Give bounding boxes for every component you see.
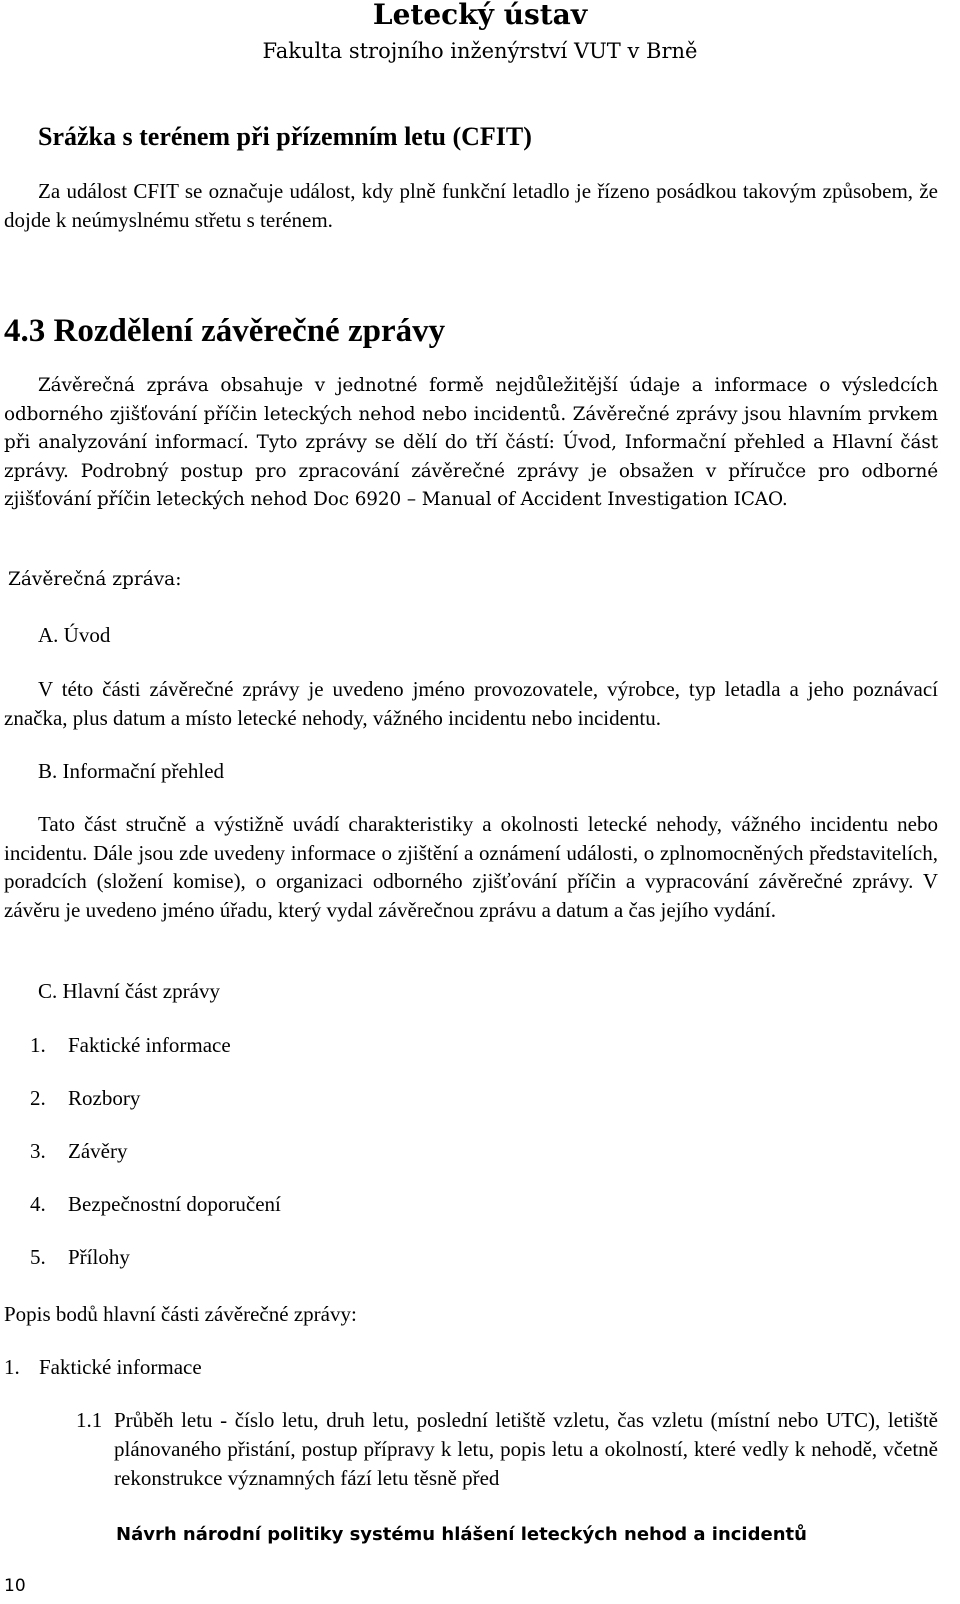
cfit-heading: Srážka s terénem při přízemním letu (CFIT): [38, 122, 532, 151]
main-item-number: 4.: [30, 1192, 46, 1216]
main-item: [30, 1137, 127, 1165]
description-item-text: Faktické informace: [39, 1355, 202, 1379]
description-item: [4, 1353, 202, 1381]
main-item-text: Přílohy: [68, 1245, 130, 1269]
faculty-subtitle: Fakulta strojního inženýrství VUT v Brně: [262, 39, 698, 63]
main-item: [30, 1190, 281, 1218]
part-b-text: Tato část stručně a výstižně uvádí charakteristiky a okolnosti letecké nehody, vážného incidentu nebo incidentu. Dále jsou zde uvedeny informace o zjištění a oznámení události, o zplnomocněných představitelích, poradcích (složení komise), o organizaci odborného zjišťování příčin a vypracování závěrečné zprávy. V závěru je uvedeno jméno úřadu, který vydal závěrečnou zprávu a datum a čas jejího vydání.: [4, 812, 938, 922]
page-number: 10: [4, 1576, 26, 1596]
section-heading: 4.3 Rozdělení závěrečné zprávy: [4, 313, 446, 349]
main-item-number: 3.: [30, 1139, 46, 1163]
part-a-paragraph: [4, 675, 938, 732]
intro-paragraph: [4, 372, 938, 515]
main-item: [30, 1031, 231, 1059]
main-item-text: Faktické informace: [68, 1033, 231, 1057]
part-b-paragraph: [4, 810, 938, 924]
part-a-label: A. Úvod: [38, 623, 111, 647]
footer-title: Návrh národní politiky systému hlášení leteckých nehod a incidentů: [116, 1524, 807, 1545]
main-item-text: Rozbory: [68, 1086, 141, 1110]
cfit-paragraph: [4, 177, 938, 234]
main-item-number: 5.: [30, 1245, 46, 1269]
sub-item: [76, 1406, 938, 1493]
institute-title: Letecký ústav: [372, 0, 588, 31]
part-b-label: B. Informační přehled: [38, 759, 225, 783]
main-item: [30, 1243, 130, 1271]
main-item-text: Bezpečnostní doporučení: [68, 1192, 281, 1216]
description-item-number: 1.: [4, 1355, 20, 1379]
main-item-text: Závěry: [68, 1139, 128, 1163]
sub-item-text: Průběh letu - číslo letu, druh letu, poslední letiště vzletu, čas vzletu (místní nebo UTC), letiště plánovaného přistání, postup přípravy k letu, popis letu a okolností, které vedly k nehodě, včetně rekonstrukce významných fází letu těsně před: [114, 1408, 938, 1490]
main-item-number: 2.: [30, 1086, 46, 1110]
part-a-text: V této části závěrečné zprávy je uvedeno jméno provozovatele, výrobce, typ letadla a jeho poznávací značka, plus datum a místo letecké nehody, vážného incidentu nebo incidentu.: [4, 677, 938, 730]
main-item: [30, 1084, 140, 1112]
sub-item-number: 1.1: [76, 1408, 103, 1432]
description-heading: Popis bodů hlavní části závěrečné zprávy:: [4, 1302, 357, 1326]
part-c-label: C. Hlavní část zprávy: [38, 979, 220, 1003]
cfit-text: Za událost CFIT se označuje událost, kdy plně funkční letadlo je řízeno posádkou takovým způsobem, že dojde k neúmyslnému střetu s terénem.: [4, 179, 938, 232]
report-label: Závěrečná zpráva:: [8, 569, 182, 590]
main-item-number: 1.: [30, 1033, 46, 1057]
intro-text: Závěrečná zpráva obsahuje v jednotné formě nejdůležitější údaje a informace o výsledcích odborného zjišťování příčin leteckých nehod nebo incidentů. Závěrečné zprávy jsou hlavním prvkem při analyzování informací. Tyto zprávy se dělí do tří částí: Úvod, Informační přehled a Hlavní část zprávy. Podrobný postup pro zpracování závěrečné zprávy je obsažen v příručce pro odborné zjišťování příčin leteckých nehod Doc 6920 – Manual of Accident Investigation ICAO.: [4, 375, 938, 510]
